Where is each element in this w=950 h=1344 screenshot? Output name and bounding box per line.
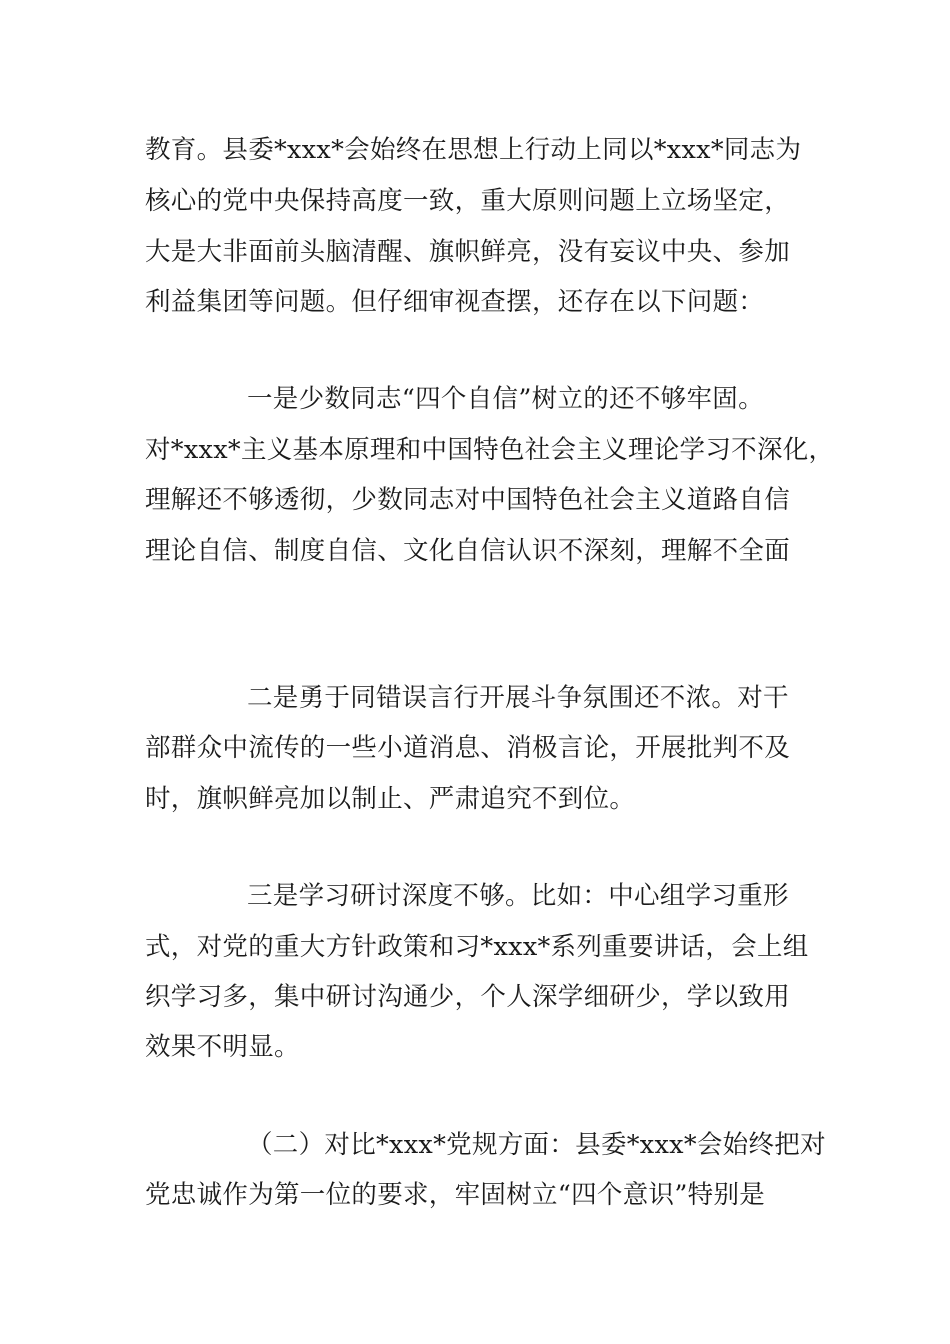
- paragraph-start-line: 二是勇于同错误言行开展斗争氛围还不浓。对干: [247, 683, 789, 713]
- text-line: 大是大非面前头脑清醒、旗帜鲜亮，没有妄议中央、参加: [145, 237, 791, 267]
- text-line: 对*xxx*主义基本原理和中国特色社会主义理论学习不深化，: [145, 435, 835, 465]
- text-line: 利益集团等问题。但仔细审视查摆，还存在以下问题：: [145, 287, 765, 317]
- text-line: 理论自信、制度自信、文化自信认识不深刻，理解不全面: [145, 536, 791, 566]
- text-line: 部群众中流传的一些小道消息、消极言论，开展批判不及: [145, 733, 791, 763]
- text-line: 核心的党中央保持高度一致，重大原则问题上立场坚定，: [145, 186, 791, 216]
- text-line: 织学习多，集中研讨沟通少，个人深学细研少，学以致用: [145, 982, 791, 1012]
- paragraph-start-line: 三是学习研讨深度不够。比如：中心组学习重形: [247, 881, 789, 911]
- section-heading-line: （二）对比*xxx*党规方面：县委*xxx*会始终把对: [247, 1130, 826, 1160]
- text-line: 时，旗帜鲜亮加以制止、严肃追究不到位。: [145, 784, 636, 814]
- text-line: 理解还不够透彻，少数同志对中国特色社会主义道路自信: [145, 485, 791, 515]
- text-line: 式，对党的重大方针政策和习*xxx*系列重要讲话，会上组: [145, 932, 809, 962]
- text-line: 效果不明显。: [145, 1032, 300, 1062]
- text-line: 教育。县委*xxx*会始终在思想上行动上同以*xxx*同志为: [145, 135, 802, 165]
- text-line: 党忠诚作为第一位的要求，牢固树立“四个意识”特别是: [145, 1180, 766, 1210]
- paragraph-start-line: 一是少数同志“四个自信”树立的还不够牢固。: [247, 384, 764, 414]
